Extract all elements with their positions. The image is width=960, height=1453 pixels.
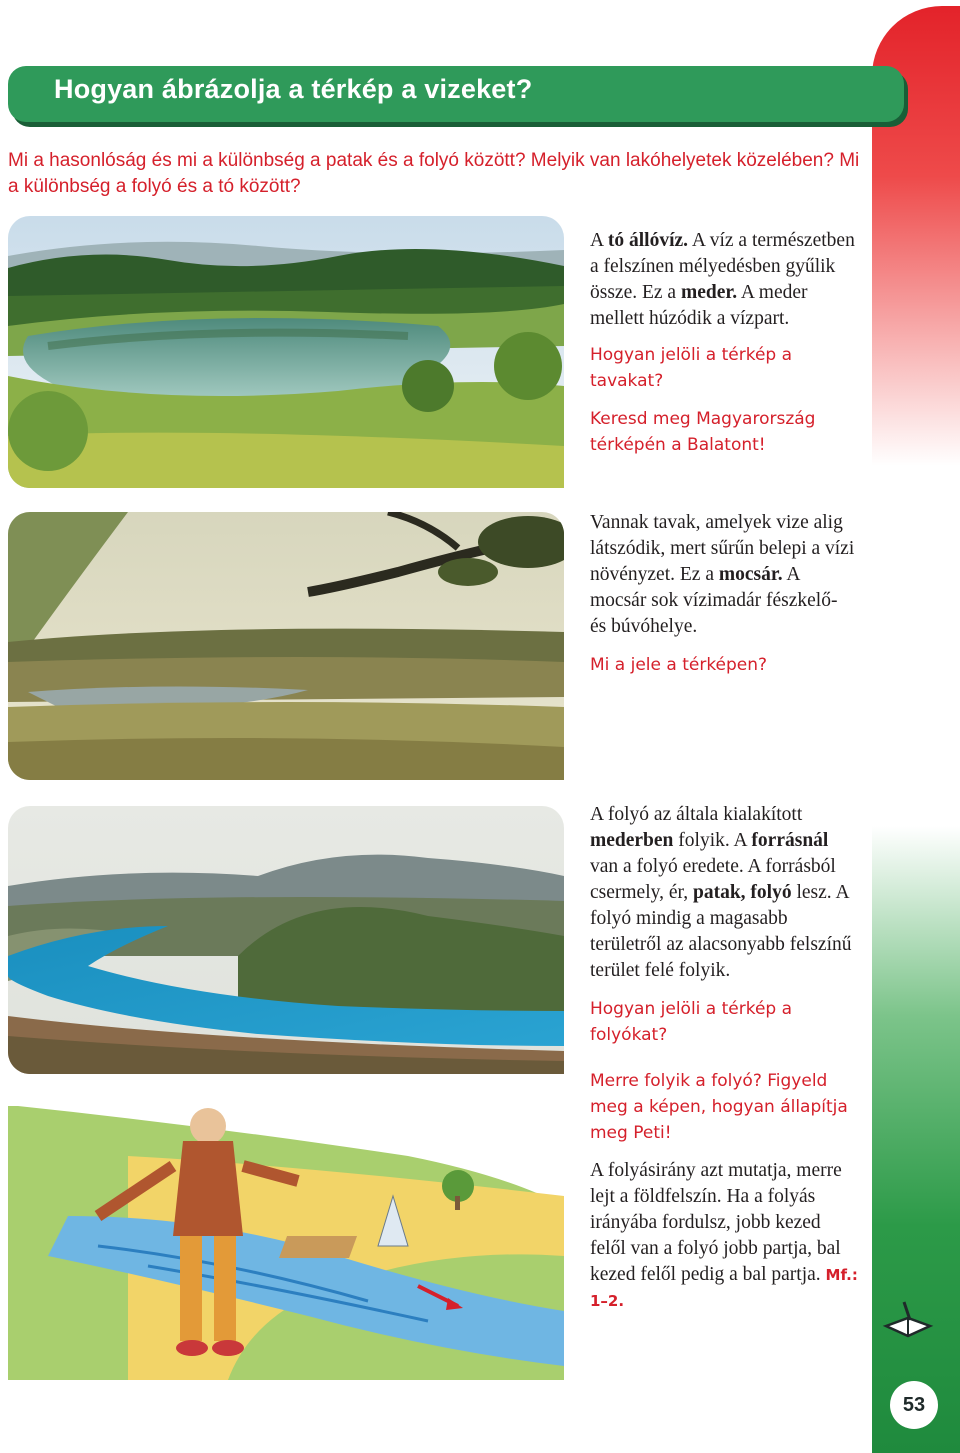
marsh-question: Mi a jele a térképen? (590, 655, 768, 675)
side-color-band (872, 6, 960, 1453)
page-number: 53 (890, 1381, 938, 1429)
flow-direction-paragraph: A folyásirány azt mutatja, merre lejt a földfelszín. Ha a folyás irányába fordulsz, jobb kezed felől van a folyó jobb partja, bal kezed felől pedig a bal partja. Mf.: 1–2. (590, 1160, 858, 1310)
river-question-1: Hogyan jelöli a térkép a folyókat? (590, 999, 793, 1045)
river-paragraph: A folyó az általa kialakított mederben folyik. A forrásnál van a folyó eredete. A forrásból csermely, ér, patak, folyó lesz. A folyó mindig a magasabb területről az alacsonyabb felszínű terület felé folyik. (590, 804, 852, 981)
river-photo (8, 806, 564, 1074)
lake-photo (8, 216, 564, 488)
lake-question-1: Hogyan jelöli a térkép a tavakat? (590, 345, 793, 391)
marsh-photo (8, 512, 564, 780)
marsh-paragraph: Vannak tavak, amelyek vize alig látszódik, mert sűrűn belepi a vízi növényzet. Ez a mocsár. A mocsár sok vízimadár fészkelő- és búvóhelye. (590, 512, 855, 637)
workbook-reference: Mf.: 1–2. (590, 1266, 858, 1310)
peti-river-illustration (8, 1096, 564, 1380)
intro-question: Mi a hasonlóság és mi a különbség a patak és a folyó között? Melyik van lakóhelyetek közelében? Mi a különbség a folyó és a tó között? (8, 150, 860, 197)
lake-paragraph: A tó állóvíz. A víz a természetben a felszínen mélyedésben gyűlik össze. Ez a meder. A meder mellett húzódik a vízpart. (590, 230, 855, 329)
lake-question-2: Keresd meg Magyarország térképén a Balatont! (590, 409, 816, 455)
book-icon (880, 1298, 936, 1348)
river-question-2: Merre folyik a folyó? Figyeld meg a képen, hogyan állapítja meg Peti! (590, 1071, 848, 1143)
page-title: Hogyan ábrázolja a térkép a vizeket? (54, 74, 533, 104)
